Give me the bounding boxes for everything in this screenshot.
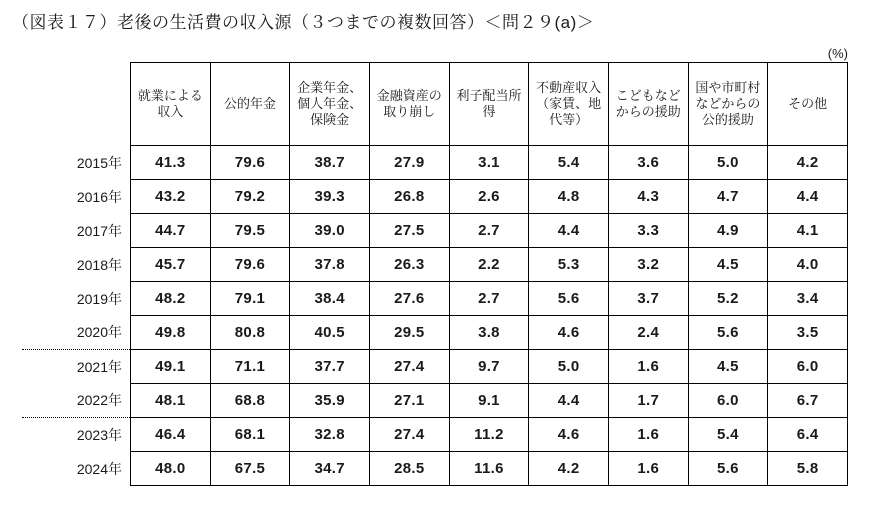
- table-cell: 4.6: [529, 418, 609, 452]
- table-cell: 27.4: [369, 350, 449, 384]
- table-cell: 6.0: [768, 350, 848, 384]
- row-label: 2018年: [22, 248, 131, 282]
- table-cell: 2.7: [449, 282, 529, 316]
- table-cell: 2.7: [449, 214, 529, 248]
- table-cell: 27.5: [369, 214, 449, 248]
- table-cell: 5.6: [688, 316, 768, 350]
- table-cell: 1.6: [608, 350, 688, 384]
- table-cell: 4.3: [608, 180, 688, 214]
- column-header: こどもなどからの援助: [608, 63, 688, 146]
- unit-label: (%): [827, 46, 848, 61]
- table-row: [22, 248, 848, 282]
- table-cell: 3.7: [608, 282, 688, 316]
- table-cell: 4.7: [688, 180, 768, 214]
- table-cell: 35.9: [290, 384, 370, 418]
- table-cell: 11.2: [449, 418, 529, 452]
- table-cell: 5.4: [529, 146, 609, 180]
- table-cell: 45.7: [131, 248, 211, 282]
- table-cell: 80.8: [210, 316, 290, 350]
- table-header-row: [22, 63, 848, 146]
- table-cell: 4.4: [529, 214, 609, 248]
- table-cell: 3.3: [608, 214, 688, 248]
- table-cell: 3.6: [608, 146, 688, 180]
- table-cell: 38.4: [290, 282, 370, 316]
- table-cell: 3.1: [449, 146, 529, 180]
- table-cell: 26.3: [369, 248, 449, 282]
- table-cell: 2.4: [608, 316, 688, 350]
- table-cell: 5.6: [688, 452, 768, 486]
- row-label: 2017年: [22, 214, 131, 248]
- table-cell: 48.0: [131, 452, 211, 486]
- table-row: [22, 452, 848, 486]
- table-cell: 4.1: [768, 214, 848, 248]
- table-cell: 44.7: [131, 214, 211, 248]
- table-cell: 34.7: [290, 452, 370, 486]
- table-cell: 2.2: [449, 248, 529, 282]
- table-header: [22, 63, 848, 146]
- table-cell: 4.5: [688, 350, 768, 384]
- table-cell: 1.7: [608, 384, 688, 418]
- table-cell: 5.8: [768, 452, 848, 486]
- table-row: [22, 418, 848, 452]
- table-cell: 68.1: [210, 418, 290, 452]
- table-cell: 48.1: [131, 384, 211, 418]
- table-cell: 4.8: [529, 180, 609, 214]
- table-cell: 27.1: [369, 384, 449, 418]
- table-cell: 49.8: [131, 316, 211, 350]
- row-label: 2023年: [22, 418, 131, 452]
- table-cell: 1.6: [608, 418, 688, 452]
- table-cell: 43.2: [131, 180, 211, 214]
- row-label: 2020年: [22, 316, 131, 350]
- table-cell: 46.4: [131, 418, 211, 452]
- table-cell: 37.8: [290, 248, 370, 282]
- table-cell: 49.1: [131, 350, 211, 384]
- table-cell: 5.6: [529, 282, 609, 316]
- column-header: 公的年金: [210, 63, 290, 146]
- column-header: その他: [768, 63, 848, 146]
- table-cell: 4.4: [768, 180, 848, 214]
- table-cell: 39.0: [290, 214, 370, 248]
- table-row: [22, 384, 848, 418]
- table-cell: 9.7: [449, 350, 529, 384]
- table-cell: 3.8: [449, 316, 529, 350]
- column-header: 利子配当所得: [449, 63, 529, 146]
- table-cell: 5.0: [688, 146, 768, 180]
- table-cell: 1.6: [608, 452, 688, 486]
- row-label: 2022年: [22, 384, 131, 418]
- table-cell: 79.6: [210, 146, 290, 180]
- table-cell: 48.2: [131, 282, 211, 316]
- page-title: （図表１７）老後の生活費の収入源（３つまでの複数回答）＜問２９(a)＞: [12, 13, 595, 32]
- table-cell: 3.5: [768, 316, 848, 350]
- table-cell: 37.7: [290, 350, 370, 384]
- table-cell: 11.6: [449, 452, 529, 486]
- table-cell: 4.5: [688, 248, 768, 282]
- table-cell: 27.6: [369, 282, 449, 316]
- table-cell: 67.5: [210, 452, 290, 486]
- table-cell: 26.8: [369, 180, 449, 214]
- table-cell: 5.3: [529, 248, 609, 282]
- table-cell: 79.5: [210, 214, 290, 248]
- table-cell: 4.2: [529, 452, 609, 486]
- table-cell: 27.4: [369, 418, 449, 452]
- table-row: [22, 214, 848, 248]
- table-cell: 2.6: [449, 180, 529, 214]
- table-cell: 68.8: [210, 384, 290, 418]
- table-cell: 4.9: [688, 214, 768, 248]
- table-cell: 79.6: [210, 248, 290, 282]
- table-row: [22, 316, 848, 350]
- table-cell: 41.3: [131, 146, 211, 180]
- row-label: 2016年: [22, 180, 131, 214]
- table-cell: 3.2: [608, 248, 688, 282]
- column-header: 国や市町村などからの公的援助: [688, 63, 768, 146]
- table-cell: 29.5: [369, 316, 449, 350]
- table-corner-cell: [22, 63, 131, 146]
- table-cell: 4.6: [529, 316, 609, 350]
- table-cell: 9.1: [449, 384, 529, 418]
- table-cell: 5.4: [688, 418, 768, 452]
- table-cell: 6.7: [768, 384, 848, 418]
- column-header: 不動産収入（家賃、地代等）: [529, 63, 609, 146]
- row-label: 2015年: [22, 146, 131, 180]
- table-cell: 4.4: [529, 384, 609, 418]
- income-source-table: [22, 62, 848, 486]
- table-row: [22, 350, 848, 384]
- table-cell: 40.5: [290, 316, 370, 350]
- table-body: [22, 146, 848, 486]
- table-cell: 71.1: [210, 350, 290, 384]
- table-row: [22, 180, 848, 214]
- table-row: [22, 282, 848, 316]
- table-cell: 6.0: [688, 384, 768, 418]
- table-cell: 5.0: [529, 350, 609, 384]
- table-cell: 4.2: [768, 146, 848, 180]
- table-cell: 38.7: [290, 146, 370, 180]
- column-header: 企業年金、個人年金、保険金: [290, 63, 370, 146]
- data-table-container: [22, 62, 848, 486]
- column-header: 就業による収入: [131, 63, 211, 146]
- table-row: [22, 146, 848, 180]
- table-cell: 5.2: [688, 282, 768, 316]
- row-label: 2021年: [22, 350, 131, 384]
- table-cell: 79.2: [210, 180, 290, 214]
- table-cell: 6.4: [768, 418, 848, 452]
- table-cell: 27.9: [369, 146, 449, 180]
- table-cell: 28.5: [369, 452, 449, 486]
- row-label: 2019年: [22, 282, 131, 316]
- table-cell: 3.4: [768, 282, 848, 316]
- table-cell: 4.0: [768, 248, 848, 282]
- table-cell: 79.1: [210, 282, 290, 316]
- row-label: 2024年: [22, 452, 131, 486]
- table-cell: 39.3: [290, 180, 370, 214]
- column-header: 金融資産の取り崩し: [369, 63, 449, 146]
- table-cell: 32.8: [290, 418, 370, 452]
